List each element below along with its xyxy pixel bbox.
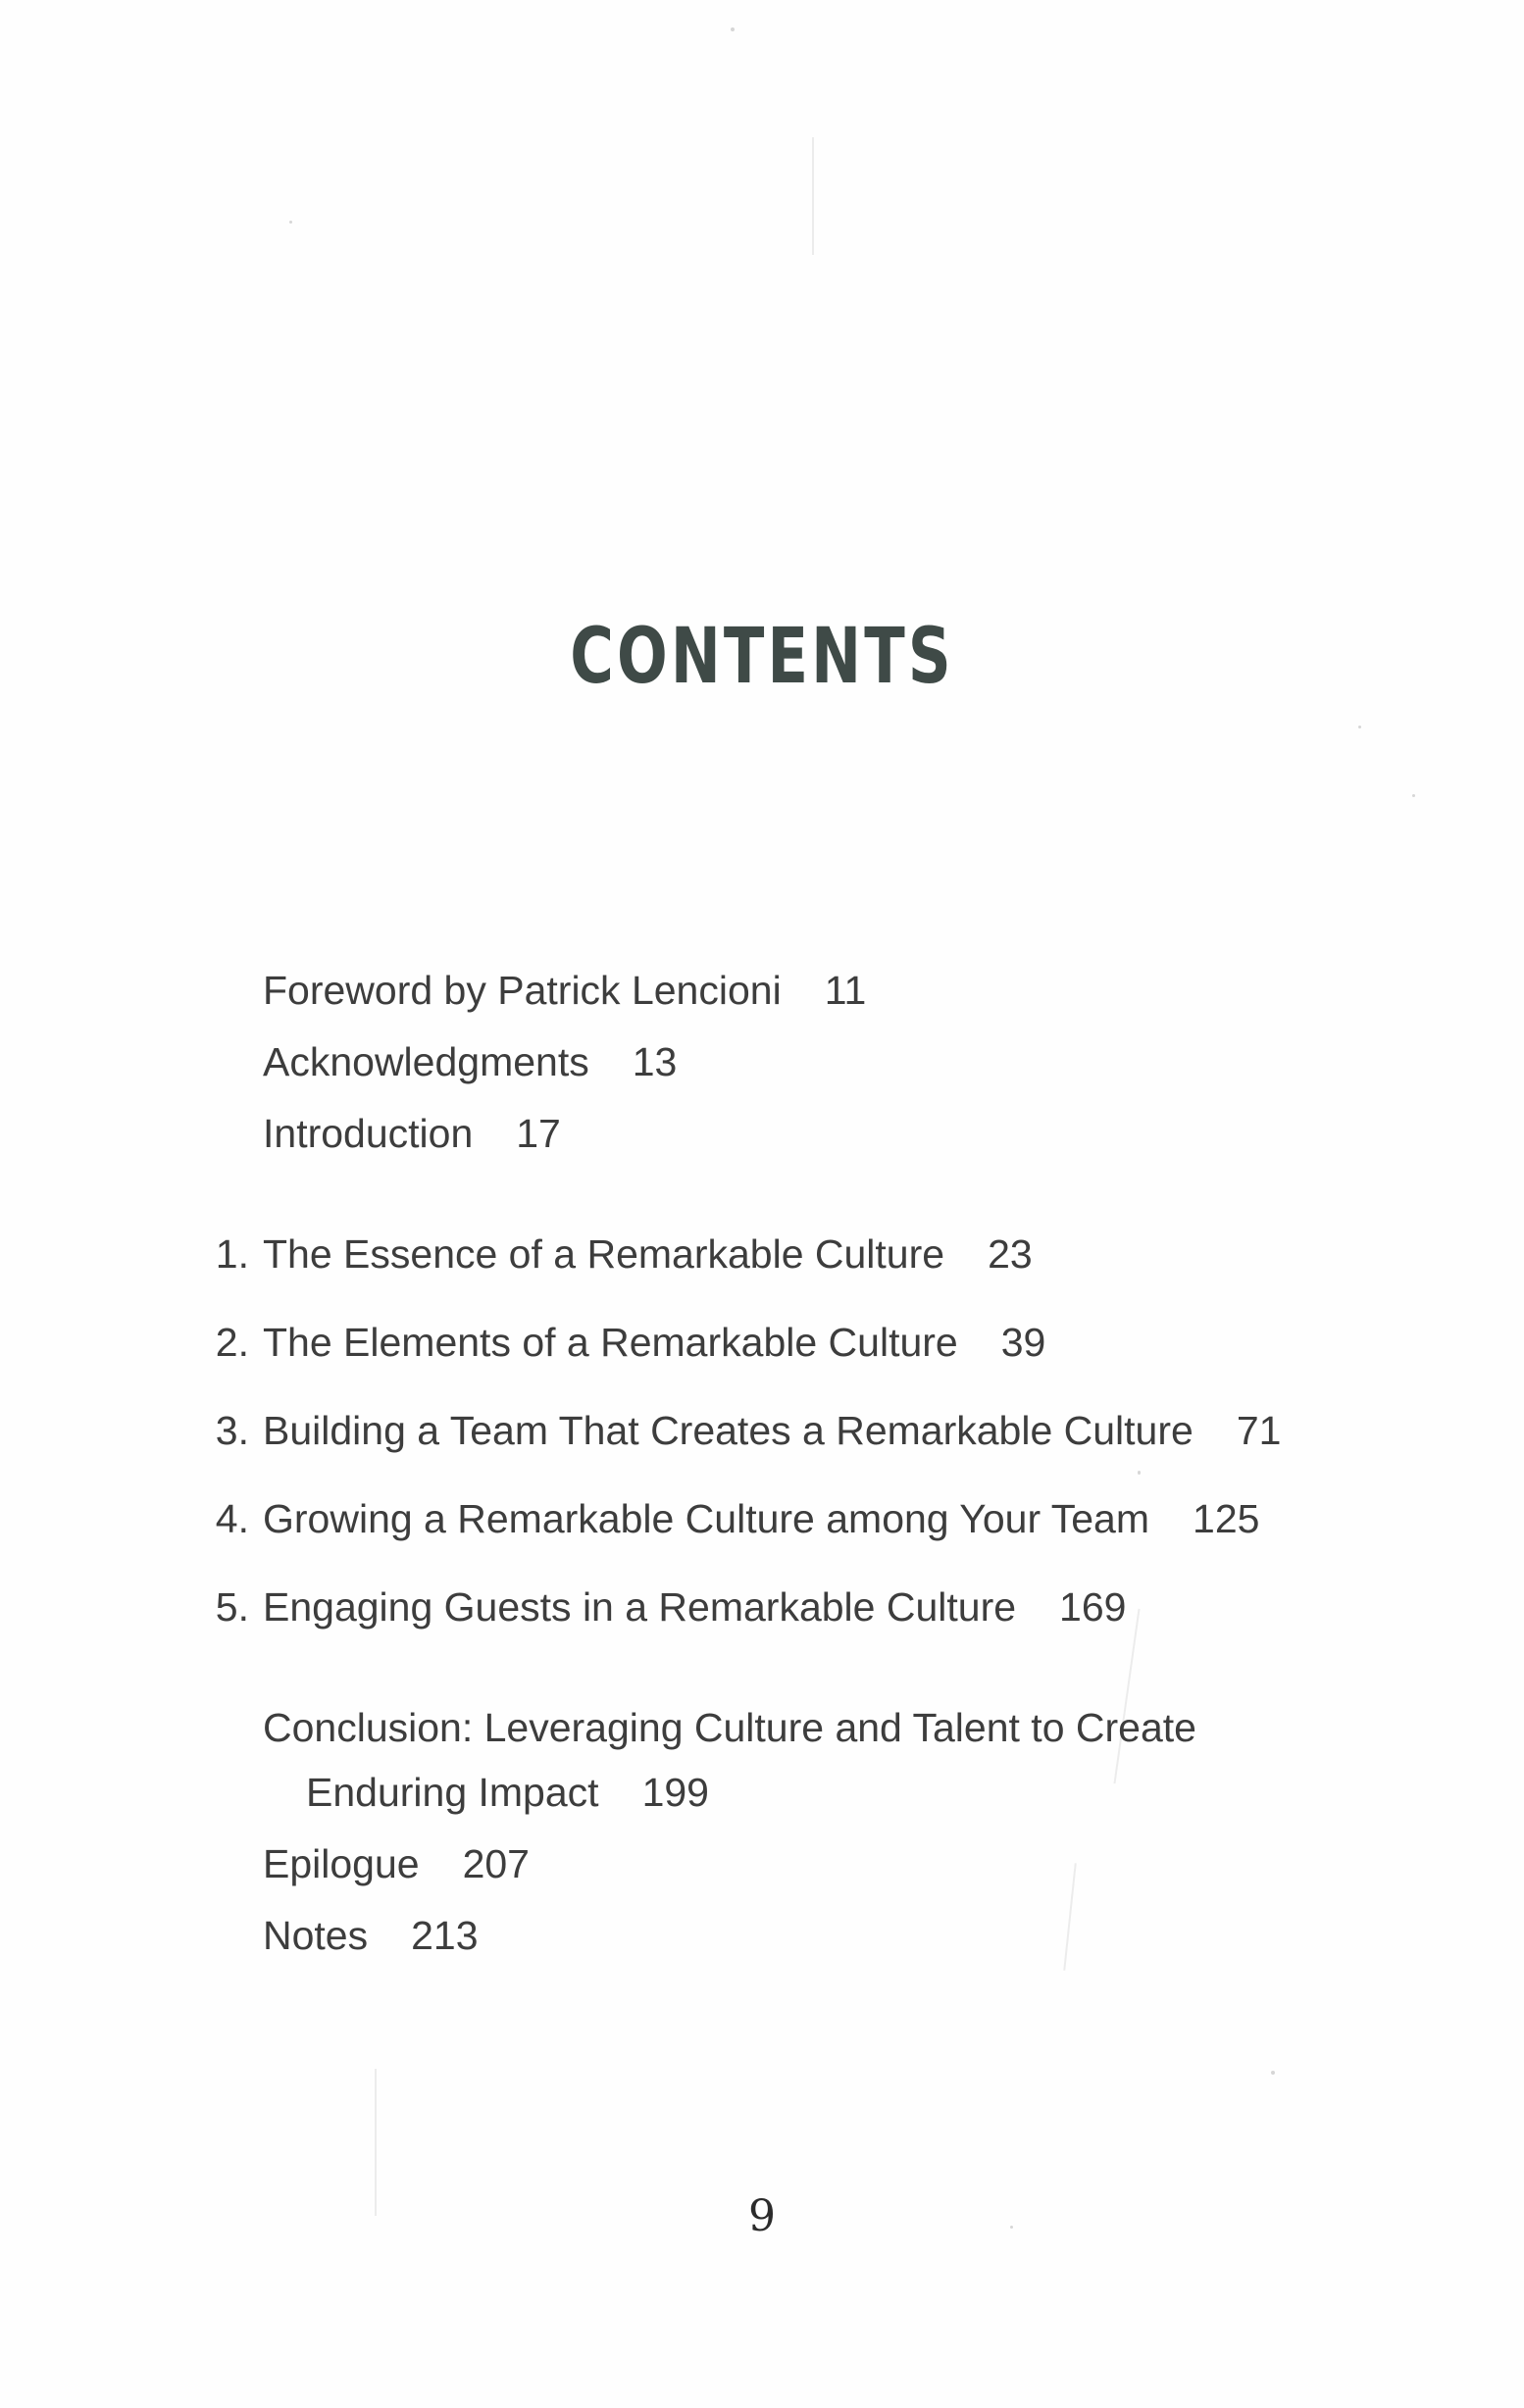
toc-entry-label: Foreword by Patrick Lencioni: [263, 968, 782, 1013]
toc-entry-label: Notes: [263, 1913, 369, 1958]
toc-entry-label: Building a Team That Creates a Remarkable Culture: [263, 1408, 1194, 1453]
scan-speck: [1412, 794, 1415, 797]
chapter-number: 4.: [215, 1496, 249, 1541]
toc-entry-label: Epilogue: [263, 1841, 420, 1886]
toc-entry-notes[interactable]: [263, 1913, 479, 1958]
toc-entry-chapter-1[interactable]: [263, 1231, 1033, 1277]
toc-entry-label: Introduction: [263, 1111, 474, 1156]
scan-streak: [1113, 1609, 1140, 1784]
toc-entry-label: The Essence of a Remarkable Culture: [263, 1231, 945, 1277]
scan-streak: [812, 137, 814, 255]
toc-entry-page: 17: [516, 1111, 561, 1156]
page-number: 9: [748, 2191, 776, 2241]
scan-speck: [1138, 1471, 1141, 1475]
chapter-number: 1.: [215, 1231, 249, 1277]
toc-entry-chapter-5[interactable]: [263, 1584, 1127, 1630]
toc-entry-page: 39: [1000, 1320, 1046, 1365]
toc-entry-label: The Elements of a Remarkable Culture: [263, 1320, 958, 1365]
toc-entry-label: Growing a Remarkable Culture among Your Team: [263, 1496, 1150, 1541]
toc-entry-epilogue[interactable]: [263, 1841, 530, 1886]
chapter-number: 3.: [215, 1408, 249, 1453]
scan-speck: [1271, 2071, 1275, 2075]
toc-entry-chapter-3[interactable]: [263, 1408, 1282, 1453]
scan-speck: [1358, 726, 1361, 728]
toc-entry-page: 169: [1059, 1584, 1127, 1630]
chapter-number: 5.: [215, 1584, 249, 1630]
toc-entry-page: 23: [988, 1231, 1033, 1277]
toc-entry-page: 13: [632, 1039, 678, 1084]
toc-entry-foreword[interactable]: [263, 968, 867, 1013]
toc-entry-label: Engaging Guests in a Remarkable Culture: [263, 1584, 1017, 1630]
toc-entry-conclusion-continued[interactable]: [306, 1770, 709, 1815]
toc-entry-acknowledgments[interactable]: [263, 1039, 678, 1084]
chapter-number: 2.: [215, 1320, 249, 1365]
toc-entry-label: Acknowledgments: [263, 1039, 589, 1084]
toc-entry-conclusion[interactable]: [263, 1705, 1196, 1750]
scan-speck: [289, 221, 292, 224]
toc-entry-page: 11: [824, 968, 867, 1013]
toc-entry-chapter-4[interactable]: [263, 1496, 1260, 1541]
toc-entry-label-continuation: Enduring Impact: [306, 1770, 599, 1815]
scan-streak: [1063, 1863, 1076, 1971]
toc-entry-page: 199: [641, 1770, 709, 1815]
toc-entry-introduction[interactable]: [263, 1111, 561, 1156]
toc-entry-page: 125: [1193, 1496, 1260, 1541]
toc-entry-page: 213: [411, 1913, 479, 1958]
page-title: CONTENTS: [570, 613, 954, 701]
toc-entry-label: Conclusion: Leveraging Culture and Talent to Create: [263, 1705, 1196, 1750]
scan-speck: [731, 27, 735, 31]
toc-entry-page: 207: [462, 1841, 530, 1886]
toc-entry-page: 71: [1236, 1408, 1282, 1453]
toc-entry-chapter-2[interactable]: [263, 1320, 1046, 1365]
